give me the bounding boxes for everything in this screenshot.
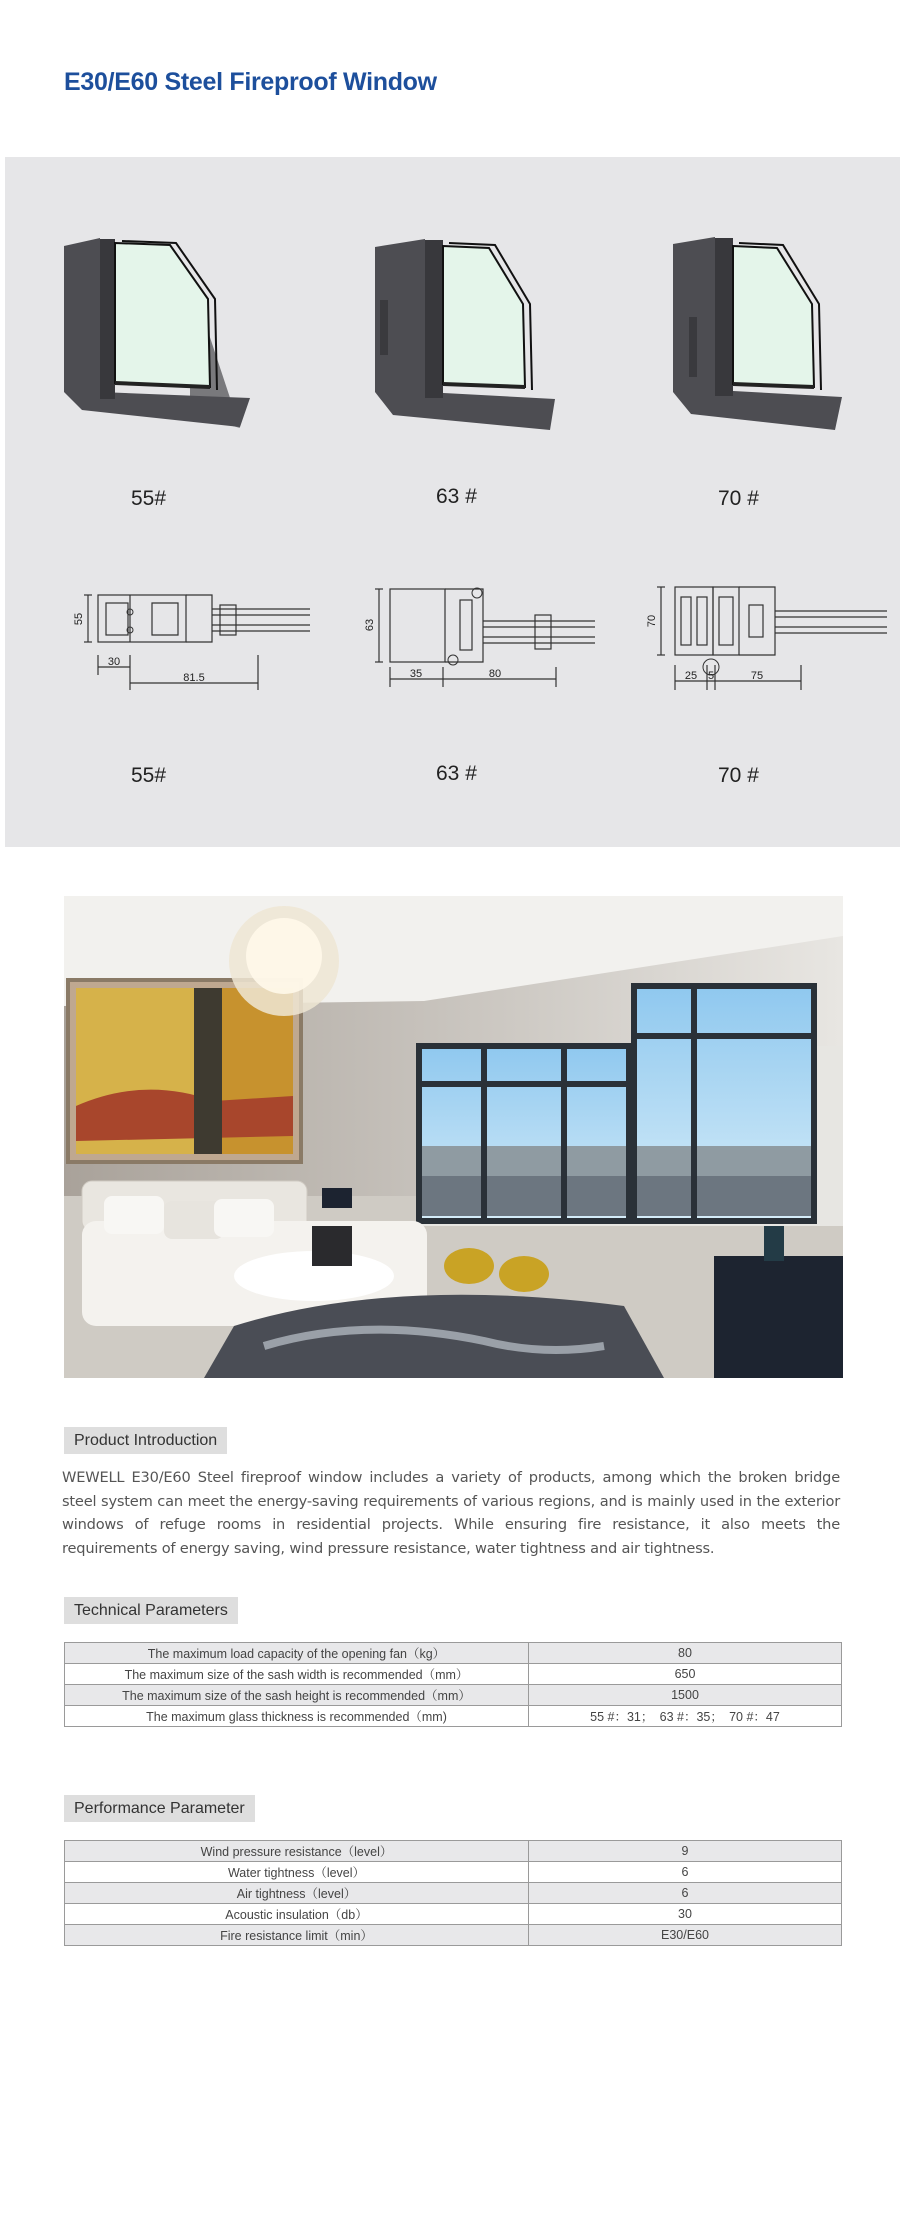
profile-label-55: 55#: [131, 487, 167, 510]
technical-parameters-heading: Technical Parameters: [64, 1597, 238, 1624]
param-value: 80: [529, 1643, 842, 1664]
profile-63-render: [365, 232, 575, 432]
dim-70-b: 5: [707, 670, 715, 682]
performance-parameter-heading: Performance Parameter: [64, 1795, 255, 1822]
product-introduction-heading: Product Introduction: [64, 1427, 227, 1454]
param-label: The maximum glass thickness is recommended（mm): [65, 1706, 529, 1727]
performance-parameter-table: [64, 1840, 842, 1946]
table-row: [65, 1706, 842, 1727]
param-value: 650: [529, 1664, 842, 1685]
dim-63-a: 35: [409, 668, 423, 680]
param-label: The maximum size of the sash width is recommended（mm）: [65, 1664, 529, 1685]
table-row: [65, 1643, 842, 1664]
param-value: 6: [529, 1883, 842, 1904]
technical-parameters-table: [64, 1642, 842, 1727]
table-row: [65, 1862, 842, 1883]
profile-55-section: [60, 575, 330, 715]
profile-section-label-63: 63 #: [436, 762, 477, 785]
product-introduction-text: WEWELL E30/E60 Steel fireproof window includes a variety of products, among which the broken bridge steel system can meet the energy-saving requirements of various regions, and is mainly used in the exterior windows of refuge rooms in residential projects. While ensuring fire resistance, it also meets the requirements of energy saving, wind pressure resistance, water tightness and air tightness.: [62, 1469, 840, 1557]
profile-55-render: [60, 232, 260, 432]
param-value: 30: [529, 1904, 842, 1925]
dim-70-a: 25: [684, 670, 698, 682]
table-row: [65, 1685, 842, 1706]
page-title: E30/E60 Steel Fireproof Window: [64, 68, 437, 96]
profiles-panel: [5, 157, 900, 847]
table-row: [65, 1841, 842, 1862]
table-row: [65, 1925, 842, 1946]
param-label: Water tightness（level）: [65, 1862, 529, 1883]
table-row: [65, 1904, 842, 1925]
param-label: Fire resistance limit（min）: [65, 1925, 529, 1946]
dim-55-b: 81.5: [183, 672, 205, 684]
profile-70-render: [667, 232, 867, 432]
param-label: Air tightness（level）: [65, 1883, 529, 1904]
dim-63-height: 63: [364, 618, 376, 632]
param-value: 55 #：31； 63 #：35； 70 #：47: [529, 1706, 842, 1727]
param-value: E30/E60: [529, 1925, 842, 1946]
dim-70-height: 70: [646, 614, 658, 628]
dim-55-a: 30: [107, 656, 121, 668]
bedroom-photo: [64, 896, 843, 1378]
profile-label-70: 70 #: [718, 487, 759, 510]
param-label: Wind pressure resistance（level）: [65, 1841, 529, 1862]
profile-section-label-70: 70 #: [718, 764, 759, 787]
profile-label-63: 63 #: [436, 485, 477, 508]
param-value: 6: [529, 1862, 842, 1883]
profile-section-label-55: 55#: [131, 764, 167, 787]
dim-63-b: 80: [488, 668, 502, 680]
param-value: 9: [529, 1841, 842, 1862]
profile-70-section: [635, 575, 900, 715]
dim-55-height: 55: [73, 612, 85, 626]
dim-70-c: 75: [750, 670, 764, 682]
param-label: Acoustic insulation（db）: [65, 1904, 529, 1925]
table-row: [65, 1883, 842, 1904]
param-label: The maximum size of the sash height is recommended（mm）: [65, 1685, 529, 1706]
param-label: The maximum load capacity of the opening fan（kg）: [65, 1643, 529, 1664]
param-value: 1500: [529, 1685, 842, 1706]
profile-63-section: [345, 575, 615, 715]
table-row: [65, 1664, 842, 1685]
